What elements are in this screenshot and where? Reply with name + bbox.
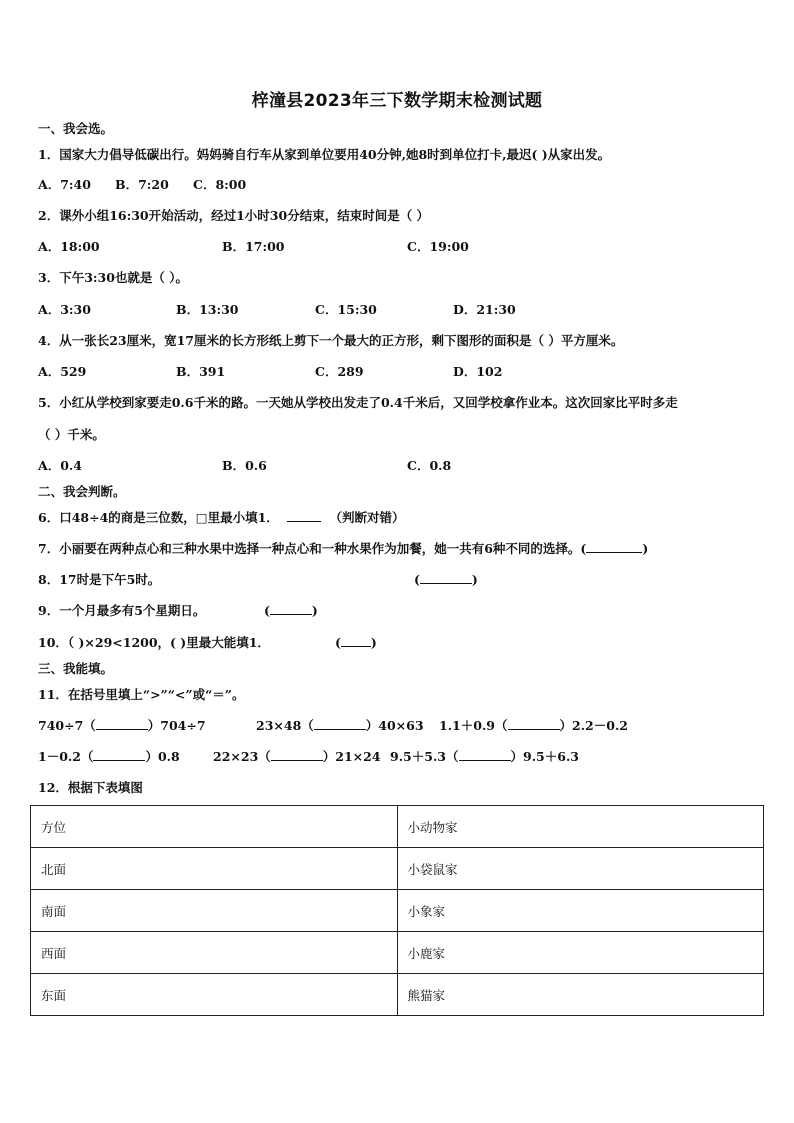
question-6-note: （判断对错）: [329, 510, 405, 525]
table-cell: 南面: [31, 890, 398, 932]
answer-blank[interactable]: [314, 717, 366, 730]
section-heading-1: 一、我会选。: [38, 121, 114, 136]
table-row: [31, 932, 764, 974]
section-heading-3: 三、我能填。: [38, 661, 114, 676]
table-row: [31, 848, 764, 890]
question-6: [38, 509, 405, 527]
table-cell: 东面: [31, 974, 398, 1016]
table-header-cell: 小动物家: [397, 806, 764, 848]
direction-table: [30, 805, 764, 1016]
option-d[interactable]: D．102: [453, 364, 503, 379]
option-b[interactable]: B．17:00: [222, 239, 285, 254]
paren-close: ): [642, 541, 649, 556]
answer-blank[interactable]: [459, 748, 511, 761]
answer-blank[interactable]: [420, 571, 472, 584]
option-a[interactable]: A．7:40: [38, 177, 91, 192]
table-cell: 小象家: [397, 890, 764, 932]
question-8-answer: ( ): [414, 572, 478, 587]
answer-blank[interactable]: [271, 748, 323, 761]
compare-item: 9.5＋5.3（ ）9.5＋6.3: [390, 749, 579, 764]
compare-item: 23×48（ ）40×63: [256, 718, 424, 733]
answer-blank[interactable]: [93, 748, 145, 761]
table-cell: 小袋鼠家: [397, 848, 764, 890]
table-row: [31, 974, 764, 1016]
answer-blank[interactable]: [287, 509, 321, 522]
table-row: [31, 806, 764, 848]
table-row: [31, 890, 764, 932]
option-a[interactable]: A．3:30: [38, 302, 91, 317]
question-1-text: 1．国家大力倡导低碳出行。妈妈骑自行车从家到单位要用40分钟,她8时到单位打卡,最迟( )从家出发。: [38, 147, 611, 162]
option-a[interactable]: A．0.4: [38, 458, 82, 473]
option-d[interactable]: D．21:30: [453, 302, 516, 317]
question-7: [38, 540, 648, 558]
table-header-cell: 方位: [31, 806, 398, 848]
compare-item: 1.1＋0.9（ ）2.2－0.2: [439, 718, 628, 733]
option-a[interactable]: A．18:00: [38, 239, 100, 254]
question-2-text: 2．课外小组16:30开始活动，经过1小时30分结束，结束时间是（ ）: [38, 208, 430, 223]
question-7-text: 7．小丽要在两种点心和三种水果中选择一种点心和一种水果作为加餐，她一共有6种不同的选择。(: [38, 541, 587, 556]
compare-item: 22×23（ ）21×24: [213, 749, 381, 764]
answer-blank[interactable]: [270, 602, 312, 615]
table-cell: 小鹿家: [397, 932, 764, 974]
option-b[interactable]: B．0.6: [222, 458, 267, 473]
question-10-answer: ( ): [335, 635, 377, 650]
table-cell: 北面: [31, 848, 398, 890]
compare-item: 740÷7（ ）704÷7: [38, 718, 206, 733]
question-9-answer: ( ): [264, 603, 318, 618]
option-b[interactable]: B．7:20: [115, 177, 169, 192]
answer-blank[interactable]: [586, 540, 642, 553]
question-12-text: 12．根据下表填图: [38, 780, 143, 795]
question-9-text: 9．一个月最多有5个星期日。: [38, 603, 206, 618]
option-b[interactable]: B．13:30: [176, 302, 239, 317]
option-c[interactable]: C．8:00: [193, 177, 247, 192]
question-8-text: 8．17时是下午5时。: [38, 572, 161, 587]
question-5-text-cont: （ ）千米。: [38, 427, 105, 442]
option-c[interactable]: C．19:00: [407, 239, 469, 254]
answer-blank[interactable]: [508, 717, 560, 730]
answer-blank[interactable]: [341, 634, 371, 647]
page-title: 梓潼县2023年三下数学期末检测试题: [251, 91, 543, 111]
table-cell: 熊猫家: [397, 974, 764, 1016]
table-cell: 西面: [31, 932, 398, 974]
answer-blank[interactable]: [96, 717, 148, 730]
question-10-text: 10．（ )×29<1200，( )里最大能填1．: [38, 635, 270, 650]
option-c[interactable]: C．289: [315, 364, 364, 379]
option-b[interactable]: B．391: [176, 364, 226, 379]
option-c[interactable]: C．0.8: [407, 458, 452, 473]
option-a[interactable]: A．529: [38, 364, 87, 379]
section-heading-2: 二、我会判断。: [38, 484, 126, 499]
question-11-text: 11．在括号里填上“>”“<”或“＝”。: [38, 687, 245, 702]
question-5-text: 5．小红从学校到家要走0.6千米的路。一天她从学校出发走了0.4千米后，又回学校拿作业本。这次回家比平时多走: [38, 395, 678, 410]
option-c[interactable]: C．15:30: [315, 302, 377, 317]
question-4-text: 4．从一张长23厘米，宽17厘米的长方形纸上剪下一个最大的正方形，剩下图形的面积是（ ）平方厘米。: [38, 333, 624, 348]
compare-item: 1－0.2（ ）0.8: [38, 749, 180, 764]
question-6-text: 6．口48÷4的商是三位数，□里最小填1．: [38, 510, 279, 525]
question-3-text: 3．下午3:30也就是（ ）。: [38, 270, 189, 285]
